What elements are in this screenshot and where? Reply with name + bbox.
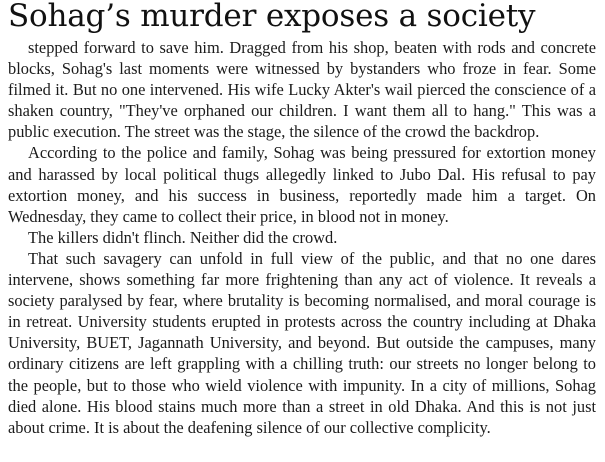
article-headline: Sohag’s murder exposes a society [8, 0, 536, 34]
article-paragraph: That such savagery can unfold in full view of the public, and that no one dares intervene, shows something far more frightening than any act of violence. It reveals a society paralysed by fear, where brutality is becoming normalised, and moral courage is in retreat. University students erupted in protests across the country including at Dhaka University, BUET, Jagannath University, and beyond. But outside the campuses, many ordinary citizens are left grappling with a chilling truth: our streets no longer belong to the people, but to those who wield violence with impunity. In a city of millions, Sohag died alone. His blood stains much more than a street in old Dhaka. And this is not just about crime. It is about the deafening silence of our collective complicity. [8, 248, 596, 437]
article-paragraph: The killers didn't flinch. Neither did the crowd. [28, 227, 338, 247]
article-body [8, 37, 596, 438]
article-paragraph: stepped forward to save him. Dragged from his shop, beaten with rods and concrete blocks, Sohag's last moments were witnessed by bystanders who froze in fear. Some filmed it. But no one intervened. His wife Lucky Akter's wail pierced the conscience of a shaken country, "They've orphaned our children. I want them all to hang." This was a public execution. The street was the stage, the silence of the crowd the backdrop. [8, 38, 596, 142]
article-paragraph: According to the police and family, Sohag was being pressured for extortion money and harassed by local political thugs allegedly linked to Jubo Dal. His refusal to pay extortion money, and his success in business, reportedly made him a target. On Wednesday, they came to collect their price, in blood not in money. [8, 143, 596, 226]
